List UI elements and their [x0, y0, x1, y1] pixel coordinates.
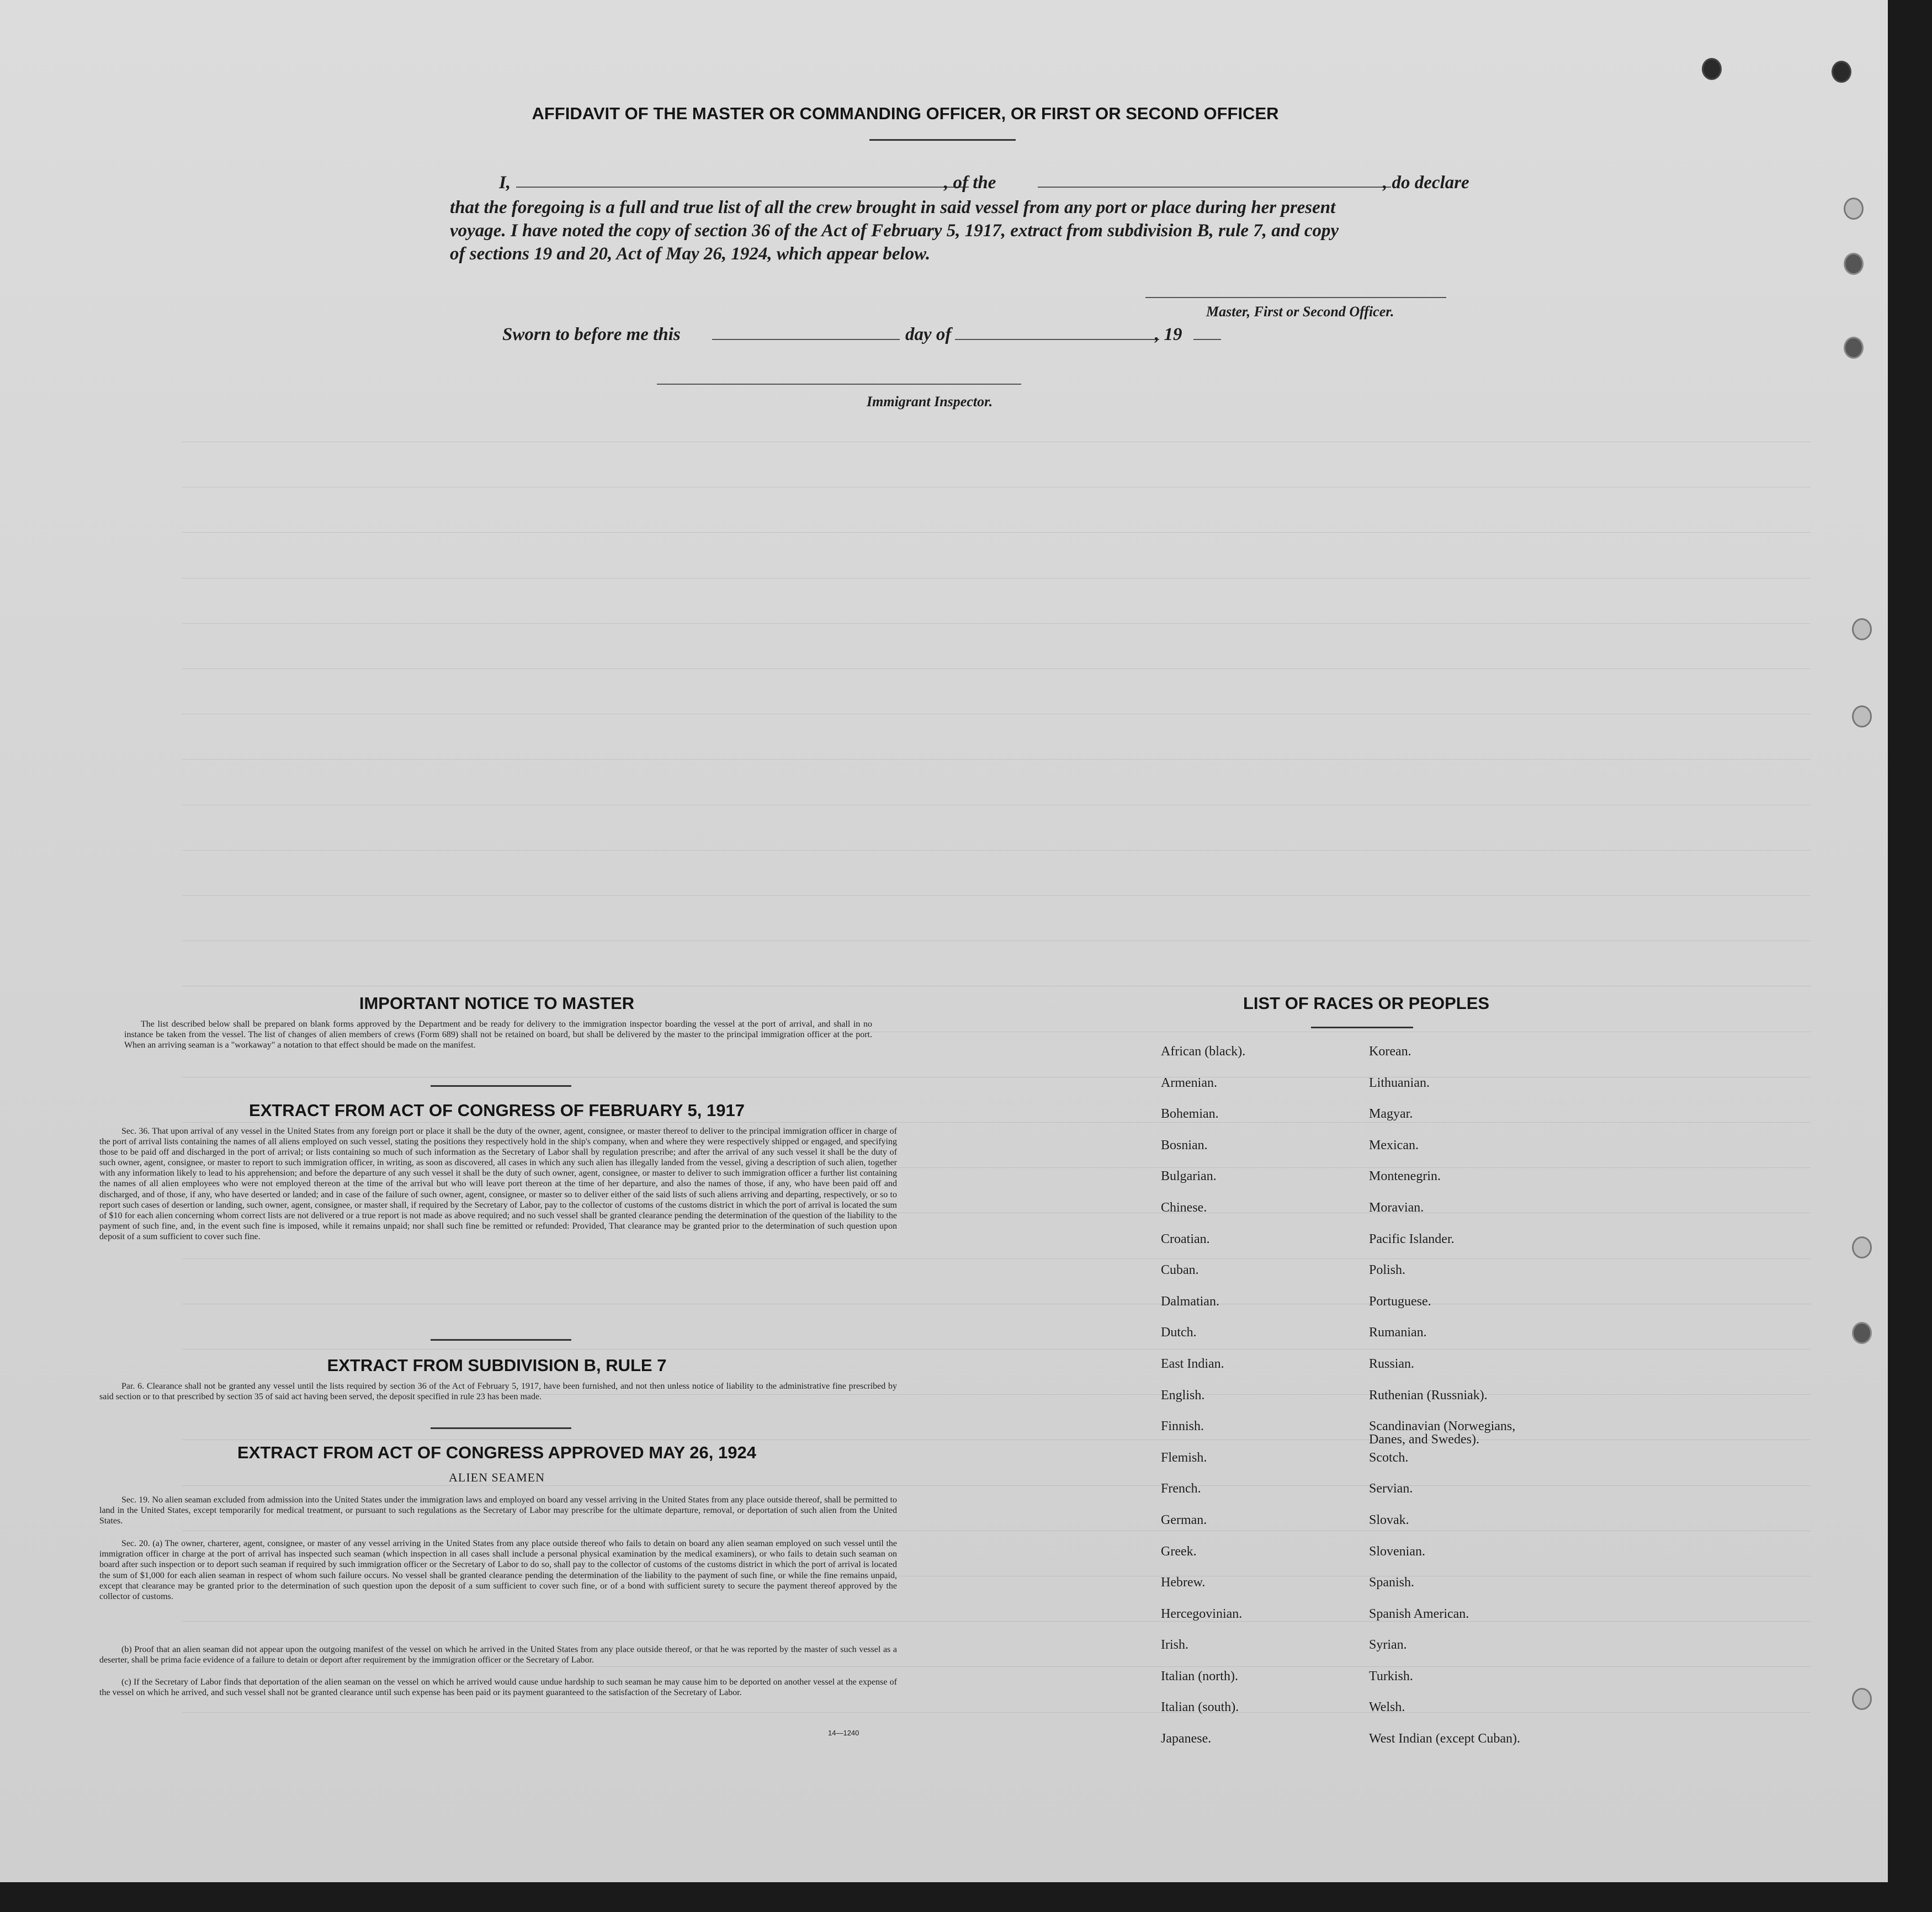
race-item: Hebrew.: [1161, 1575, 1206, 1590]
race-item: African (black).: [1161, 1044, 1246, 1059]
race-item: German.: [1161, 1512, 1207, 1527]
affidavit-title: AFFIDAVIT OF THE MASTER OR COMMANDING OFFICER, OR FIRST OR SECOND OFFICER: [532, 104, 1279, 123]
extract-1924-subtitle: ALIEN SEAMEN: [449, 1470, 545, 1484]
race-item: Magyar.: [1369, 1107, 1413, 1122]
race-item: Flemish.: [1161, 1450, 1207, 1465]
bleed-through-row: [0, 465, 1888, 498]
race-item: Armenian.: [1161, 1075, 1217, 1090]
binder-hole: [1852, 1688, 1872, 1710]
races-title: LIST OF RACES OR PEOPLES: [1243, 994, 1490, 1013]
bleed-through-row: [0, 1327, 1888, 1360]
affidavit-do-declare: , do declare: [1383, 173, 1469, 193]
race-item: Dutch.: [1161, 1325, 1197, 1340]
affidavit-text-line-3: of sections 19 and 20, Act of May 26, 1924, which appear below.: [450, 244, 931, 264]
inspector-signature-label: Immigrant Inspector.: [867, 394, 993, 410]
master-signature-line: [1145, 297, 1446, 298]
sworn-year-prefix: , 19: [1155, 325, 1182, 344]
sworn-year-line: [1193, 339, 1221, 340]
bleed-through-row: [0, 692, 1888, 725]
race-item: Ruthenian (Russniak).: [1369, 1388, 1488, 1403]
race-item: Italian (north).: [1161, 1669, 1238, 1683]
bleed-through-row: [0, 964, 1888, 997]
affidavit-i-prefix: I,: [499, 173, 511, 193]
race-item: Bohemian.: [1161, 1107, 1219, 1122]
race-item: Greek.: [1161, 1544, 1197, 1559]
sec20c-text: (c) If the Secretary of Labor finds that deportation of the alien seaman on the vessel on which he arrived would cause undue hardship to such seaman he may cause him to be deported on another vessel at the expense of the vessel on which he arrived, and such vessel shall not be granted clearance until such expense has been paid or its payment guaranteed to the satisfaction of the Secretary of Labor.: [99, 1677, 897, 1698]
race-item: Finnish.: [1161, 1419, 1204, 1434]
extract-1917-rule: [431, 1339, 571, 1341]
sec19-text: Sec. 19. No alien seaman excluded from admission into the United States under the immigration laws and employed on board any vessel arriving in the United States from any place outside thereof, shall be permitted to land in the United States, except temporarily for medical treatment, or pursuant to such regulations as the Secretary of Labor may prescribe for the ultimate departure, removal, or deportation of such alien from the United States.: [99, 1495, 897, 1526]
sec20b-text: (b) Proof that an alien seaman did not appear upon the outgoing manifest of the vessel on which he arrived in the United States from any place outside thereof, or that he was reported by the master of such vessel as a deserter, shall be prima facie evidence of a failure to detain or deport after requirement by the immigration officer or the Secretary of Labor.: [99, 1645, 897, 1665]
inspector-signature-line: [657, 384, 1021, 385]
races-title-rule: [1311, 1027, 1413, 1028]
rule7-text: Par. 6. Clearance shall not be granted any vessel until the lists required by section 36 of the Act of February 5, 1917, have been furnished, and not then unless notice of liability to the administrative fine prescribed by said section or to that prescribed by section 35 of said act having been served, the deposit specified in rule 23 has been made.: [99, 1382, 897, 1402]
affidavit-title-rule: [869, 139, 1016, 141]
race-item: Pacific Islander.: [1369, 1231, 1455, 1246]
affidavit-vessel-line: [1038, 187, 1391, 188]
race-item: Polish.: [1369, 1263, 1406, 1278]
binder-hole: [1852, 618, 1872, 640]
bleed-through-row: [0, 783, 1888, 816]
notice-text: The list described below shall be prepared on blank forms approved by the Department and be ready for delivery to the immigration inspector boarding the vessel at the port of arrival, and shall in no instance be taken from the vessel. The list of changes of alien members of crews (Form 689) shall not be retained on board, but shall be delivered by the master to the principal immigration officer at the port. When an arriving seaman is a "workaway" a notation to that effect should be made on the manifest.: [124, 1019, 872, 1050]
race-item: Lithuanian.: [1369, 1075, 1430, 1090]
sworn-day-of: day of: [905, 325, 952, 344]
binder-hole: [1844, 253, 1864, 275]
race-item: Irish.: [1161, 1638, 1188, 1653]
race-item: Slovak.: [1369, 1512, 1409, 1527]
race-item: Spanish.: [1369, 1575, 1415, 1590]
race-item: Scotch.: [1369, 1450, 1409, 1465]
binder-hole: [1852, 1236, 1872, 1258]
bleed-through-number: [61, 33, 92, 160]
race-item: Scandinavian (Norwegians, Danes, and Swedes).: [1369, 1419, 1516, 1447]
race-item: Turkish.: [1369, 1669, 1413, 1683]
bleed-through-row: [0, 601, 1888, 634]
master-signature-label: Master, First or Second Officer.: [1206, 304, 1394, 320]
race-item: Moravian.: [1369, 1200, 1424, 1215]
binder-hole: [1852, 705, 1872, 727]
binder-hole: [1844, 198, 1864, 220]
extract-1917-title: EXTRACT FROM ACT OF CONGRESS OF FEBRUARY 5, 1917: [249, 1101, 745, 1120]
bleed-through-row: [0, 873, 1888, 906]
bleed-through-row: [0, 1055, 1888, 1088]
race-item: Cuban.: [1161, 1263, 1199, 1278]
notice-rule: [431, 1085, 571, 1087]
bleed-through-row: [0, 1599, 1888, 1632]
binder-hole: [1852, 1322, 1872, 1344]
races-right-column: [1369, 1045, 1601, 1764]
race-item: Welsh.: [1369, 1700, 1405, 1715]
binder-hole: [1832, 61, 1851, 83]
race-item: French.: [1161, 1481, 1201, 1496]
race-item: Italian (south).: [1161, 1700, 1239, 1715]
race-item: West Indian (except Cuban).: [1369, 1732, 1520, 1746]
rule7-title: EXTRACT FROM SUBDIVISION B, RULE 7: [327, 1356, 667, 1375]
sworn-prefix: Sworn to before me this: [502, 325, 681, 344]
bleed-through-row: [0, 510, 1888, 543]
race-item: Portuguese.: [1369, 1294, 1431, 1309]
bleed-through-row: [0, 556, 1888, 589]
race-item: Servian.: [1369, 1481, 1413, 1496]
race-item: Montenegrin.: [1369, 1169, 1441, 1184]
race-item: Rumanian.: [1369, 1325, 1427, 1340]
bleed-through-row: [0, 737, 1888, 770]
race-item: Hercegovinian.: [1161, 1606, 1243, 1621]
race-item: Russian.: [1369, 1356, 1415, 1371]
race-item: Bosnian.: [1161, 1138, 1208, 1152]
race-item: Dalmatian.: [1161, 1294, 1219, 1309]
race-item: Mexican.: [1369, 1138, 1419, 1152]
binder-hole: [1702, 58, 1722, 80]
affidavit-text-line-2: voyage. I have noted the copy of section 36 of the Act of February 5, 1917, extract from subdivision B, rule 7, and copy: [450, 221, 1339, 241]
race-item: Bulgarian.: [1161, 1169, 1217, 1184]
bleed-through-row: [0, 646, 1888, 679]
bleed-through-row: [0, 828, 1888, 861]
bleed-through-row: [0, 419, 1888, 453]
form-number: 14—1240: [828, 1729, 859, 1737]
extract-1917-text: Sec. 36. That upon arrival of any vessel in the United States from any foreign port or place it shall be the duty of the owner, agent, consignee, or master thereof to deliver to the principal immigration officer in charge of the port of arrival lists containing the names of all aliens employed on such vessel, stating the positions they respectively hold in the ship's company, when and where they were respectively shipped or engaged, and specifying those to be paid off and discharged in the port of arrival; or lists containing so much of such information as the Secretary of Labor shall by regulation prescribe; and after the arrival of any such vessel it shall be the duty of such owner, agent, consignee, or master to report to such immigration officer, in writing, as soon as discovered, all cases in which any such alien has illegally landed from the vessel, giving a description of such alien, together with any information likely to lead to his apprehension; and before the departure of any such vessel it shall be the duty of such owner, agent, consignee, or master to deliver to such immigration officer a further list containing the names of all alien employees who were not employed thereon at the time of the arrival but who will leave port thereon at the time of her departure, and also the names of those, if any, who have been paid off and discharged, and of those, if any, who have deserted or landed; and in case of the failure of such owner, agent, consignee, or master so to deliver either of the said lists of such aliens arriving and departing, respectively, or so to report such cases of desertion or landing, such owner, agent, consignee, or master shall, if required by the Secretary of Labor, pay to the collector of customs of the customs district in which the port of arrival is located the sum of $10 for each alien concerning whom correct lists are not delivered or a true report is not made as above required; and no such vessel shall be granted clearance pending the determination of the question of the liability to the payment of such fine, and, in the event such fine is imposed, while it remains unpaid; nor shall such fine be remitted or refunded: Provided, That clearance may be granted prior to the determination of such question upon deposit of a sum sufficient to cover such fine.: [99, 1127, 897, 1241]
race-item: Chinese.: [1161, 1200, 1207, 1215]
sworn-month-line: [955, 339, 1159, 340]
sworn-day-line: [712, 339, 900, 340]
race-item: Slovenian.: [1369, 1544, 1425, 1559]
race-item: Korean.: [1369, 1044, 1411, 1059]
extract-1924-title: EXTRACT FROM ACT OF CONGRESS APPROVED MAY 26, 1924: [237, 1443, 756, 1462]
bleed-through-row: [0, 918, 1888, 952]
race-item: East Indian.: [1161, 1356, 1224, 1371]
affidavit-text-line-1: that the foregoing is a full and true list of all the crew brought in said vessel from any port or place during her present: [450, 198, 1336, 217]
affidavit-of-the: , of the: [944, 173, 996, 193]
sec20a-text: Sec. 20. (a) The owner, charterer, agent, consignee, or master of any vessel arriving in the United States from any place outside thereof who fails to detain on board any alien seaman employed on such vessel until the immigration officer in charge at the port of arrival has inspected such seaman (which inspection in all cases shall include a personal physical examination by the medical examiners), or who fails to detain such seaman on board after such inspection or to deport such seaman if required by such immigration officer or the Secretary of Labor to do so, shall pay to the collector of customs of the customs district in which the port of arrival is located the sum of $1,000 for each alien seaman in respect of whom such failure occurs. No vessel shall be granted clearance pending the determination of the liability to the payment of such fine, or while the fine remains unpaid, except that clearance may be granted prior to the determination of such question upon the deposit of a sum sufficient to cover such fine, or of a bond with sufficient surety to secure the payment thereof approved by the collector of customs.: [99, 1539, 897, 1602]
binder-hole: [1844, 337, 1864, 359]
race-item: Japanese.: [1161, 1732, 1212, 1746]
races-left-column: [1161, 1045, 1337, 1764]
rule7-rule: [431, 1427, 571, 1429]
affidavit-name-line: [516, 187, 969, 188]
race-item: English.: [1161, 1388, 1205, 1403]
bleed-through-row: [0, 1282, 1888, 1315]
race-item: Spanish American.: [1369, 1606, 1469, 1621]
notice-title: IMPORTANT NOTICE TO MASTER: [359, 994, 635, 1013]
race-item: Croatian.: [1161, 1231, 1210, 1246]
race-item: Syrian.: [1369, 1638, 1407, 1653]
